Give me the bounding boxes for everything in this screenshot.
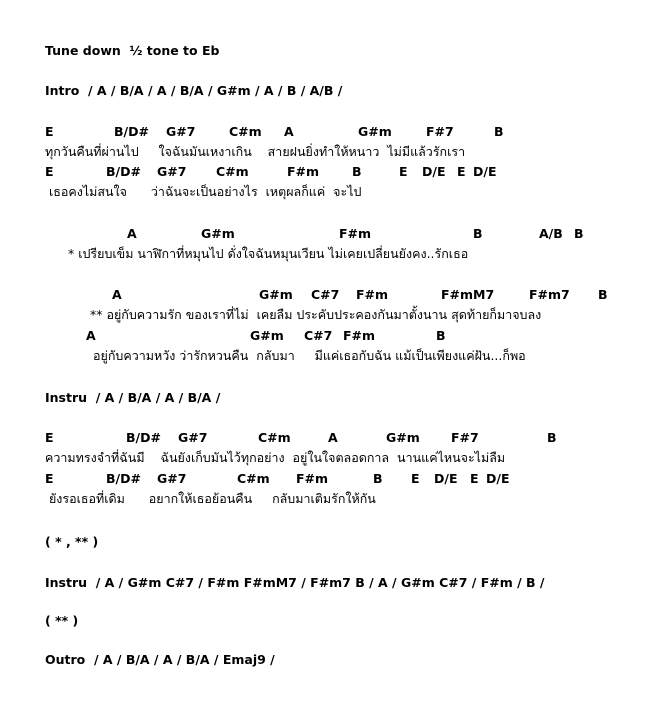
chord: B/D#: [106, 471, 141, 486]
chord: B: [373, 471, 383, 486]
verse2-lyric-2: ยังรอเธอที่เดิม อยากให้เธอย้อนคืน กลับมาเติมรักให้กัน: [45, 491, 376, 506]
chorus2-lyric-1: ** อยู่กับความรัก ของเราที่ไม่ เคยลืม ประคับประคองกันมาตั้งนาน สุดท้ายก็มาจบลง: [90, 307, 542, 322]
chord: G#m: [386, 430, 420, 445]
chord: A: [127, 226, 137, 241]
chord: A: [86, 328, 96, 343]
instru1-line: Instru / A / B/A / A / B/A /: [45, 390, 221, 405]
chord: E: [457, 164, 466, 179]
chord: E: [399, 164, 408, 179]
chord: A: [112, 287, 122, 302]
chord: G#m: [259, 287, 293, 302]
verse2-chords-2: [0, 471, 670, 487]
chord: B: [352, 164, 362, 179]
chord: F#m: [343, 328, 376, 343]
chord: G#7: [157, 471, 187, 486]
chord: G#7: [178, 430, 208, 445]
chord: G#7: [166, 124, 196, 139]
chord: F#7: [451, 430, 479, 445]
chord: A: [328, 430, 338, 445]
chord: A: [284, 124, 294, 139]
chorus2-lyric-2: อยู่กับความหวัง ว่ารักหวนคืน กลับมา มีแค่เธอกับฉัน แม้เป็นเพียงแค่ฝัน...ก็พอ: [93, 348, 526, 363]
chord: B: [494, 124, 504, 139]
repeat-marker-1: ( * , ** ): [45, 534, 99, 549]
chord: D/E: [473, 164, 497, 179]
chorus2-chords-2: [0, 328, 670, 344]
chord: E: [45, 430, 54, 445]
chord: D/E: [486, 471, 510, 486]
chord: F#7: [426, 124, 454, 139]
verse2-lyric-1: ความทรงจำที่ฉันมี ฉันยังเก็บมันไว้ทุกอย่าง อยู่ในใจตลอดกาล นานแค่ไหนจะไม่ลืม: [45, 450, 506, 465]
chord: E: [45, 471, 54, 486]
chorus1-chords: [0, 226, 670, 242]
tuning-note: Tune down ½ tone to Eb: [45, 43, 220, 58]
chord: B/D#: [126, 430, 161, 445]
verse1-chords-2: [0, 164, 670, 180]
verse1-lyric-1: ทุกวันคืนที่ผ่านไป ใจฉันมันเหงาเกิน สายฝนยิ่งทำให้หนาว ไม่มีแล้วรักเรา: [45, 144, 466, 159]
chord: B/D#: [114, 124, 149, 139]
chord: F#m: [356, 287, 389, 302]
verse1-chords-1: [0, 124, 670, 140]
chord: F#m: [296, 471, 329, 486]
chord: C#m: [258, 430, 291, 445]
chord: F#m: [339, 226, 372, 241]
chord: E: [470, 471, 479, 486]
repeat-marker-2: ( ** ): [45, 613, 79, 628]
chord: E: [45, 164, 54, 179]
chord: A/B: [539, 226, 563, 241]
chord: D/E: [434, 471, 458, 486]
chord: F#mM7: [441, 287, 495, 302]
chord: F#m7: [529, 287, 570, 302]
chorus1-lyric: * เปรียบเข็ม นาฬิกาที่หมุนไป ดั่งใจฉันหมุนเวียน ไม่เคยเปลี่ยนยังคง..รักเธอ: [68, 246, 469, 261]
chord: E: [411, 471, 420, 486]
chorus2-chords-1: [0, 287, 670, 303]
instru2-line: Instru / A / G#m C#7 / F#m F#mM7 / F#m7 B / A / G#m C#7 / F#m / B /: [45, 575, 545, 590]
chord: C#m: [216, 164, 249, 179]
intro-line: Intro / A / B/A / A / B/A / G#m / A / B / A/B /: [45, 83, 343, 98]
outro-line: Outro / A / B/A / A / B/A / Emaj9 /: [45, 652, 275, 667]
chord: C#7: [304, 328, 333, 343]
chord: G#7: [157, 164, 187, 179]
chord: F#m: [287, 164, 320, 179]
chord: C#m: [229, 124, 262, 139]
chord: B: [598, 287, 608, 302]
chord: C#7: [311, 287, 340, 302]
chord: D/E: [422, 164, 446, 179]
verse1-lyric-2: เธอคงไม่สนใจ ว่าฉันจะเป็นอย่างไร เหตุผลก็แค่ จะไป: [45, 184, 362, 199]
chord: B: [436, 328, 446, 343]
chord: B/D#: [106, 164, 141, 179]
chord: G#m: [201, 226, 235, 241]
chord: G#m: [250, 328, 284, 343]
verse2-chords-1: [0, 430, 670, 446]
chord: B: [473, 226, 483, 241]
chord: B: [547, 430, 557, 445]
chord: E: [45, 124, 54, 139]
chord: G#m: [358, 124, 392, 139]
chord: B: [574, 226, 584, 241]
chord: C#m: [237, 471, 270, 486]
